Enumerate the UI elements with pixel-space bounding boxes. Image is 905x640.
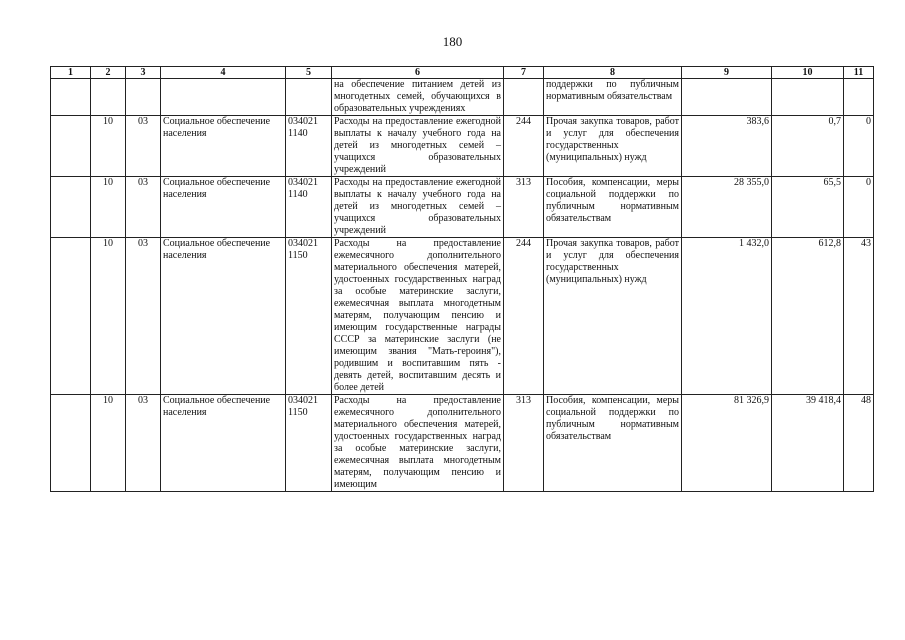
cell-expense-type-name: Пособия, компенсации, меры социальной поддержки по публичным нормативным обязательствам: [544, 395, 682, 492]
cell-index: [51, 395, 91, 492]
cell-expense-description: Расходы на предоставление ежемесячного дополнительного материального обеспечения матерей, удостоенных государственных наград за особые материнские заслуги, ежемесячная выплата многодетным матерям, получающим пенсию и имеющим государственные награды СССР за материнские заслуги (не имеющим звания "Мать-героиня"), родившим и воспитавшим пять - девять детей, воспитавшим десять и более детей: [332, 238, 504, 395]
cell-expense-type-name: поддержки по публичным нормативным обязательствам: [544, 79, 682, 116]
cell-expense-type-code: 313: [504, 395, 544, 492]
header-row: [51, 67, 874, 79]
cell-target-code: 034021 1150: [286, 238, 332, 395]
cell-subsection: 03: [126, 238, 161, 395]
cell-plan-amount: 1 432,0: [682, 238, 772, 395]
cell-section: 10: [91, 116, 126, 177]
cell-section-name: Социальное обеспечение населения: [161, 238, 286, 395]
table-row: [51, 79, 874, 116]
cell-expense-description: Расходы на предоставление ежемесячного дополнительного материального обеспечения матерей, удостоенных государственных наград за особые материнские заслуги, ежемесячная выплата многодетным матерям, получающим пенсию и имеющим: [332, 395, 504, 492]
cell-section: [91, 79, 126, 116]
column-header: 3: [126, 67, 161, 79]
cell-actual-amount: [772, 79, 844, 116]
cell-percent: [844, 79, 874, 116]
cell-expense-description: на обеспечение питанием детей из многодетных семей, обучающихся в образовательных учреждениях: [332, 79, 504, 116]
column-header: 1: [51, 67, 91, 79]
cell-index: [51, 177, 91, 238]
cell-plan-amount: 81 326,9: [682, 395, 772, 492]
column-header: 5: [286, 67, 332, 79]
cell-actual-amount: 612,8: [772, 238, 844, 395]
cell-subsection: 03: [126, 395, 161, 492]
table-row: [51, 116, 874, 177]
cell-percent: 48: [844, 395, 874, 492]
cell-target-code: 034021 1150: [286, 395, 332, 492]
cell-expense-type-code: 244: [504, 116, 544, 177]
cell-subsection: [126, 79, 161, 116]
cell-plan-amount: 383,6: [682, 116, 772, 177]
cell-section: 10: [91, 238, 126, 395]
cell-index: [51, 116, 91, 177]
cell-subsection: 03: [126, 177, 161, 238]
column-header: 10: [772, 67, 844, 79]
cell-expense-type-code: [504, 79, 544, 116]
cell-expense-description: Расходы на предоставление ежегодной выплаты к началу учебного года на детей из многодетных семей – учащихся образовательных учреждений: [332, 116, 504, 177]
column-header: 6: [332, 67, 504, 79]
column-header: 2: [91, 67, 126, 79]
table-row: [51, 395, 874, 492]
cell-expense-type-name: Прочая закупка товаров, работ и услуг для обеспечения государственных (муниципальных) нужд: [544, 238, 682, 395]
cell-expense-type-code: 244: [504, 238, 544, 395]
table-row: [51, 177, 874, 238]
cell-section: 10: [91, 177, 126, 238]
cell-percent: 0: [844, 116, 874, 177]
column-header: 11: [844, 67, 874, 79]
cell-expense-type-code: 313: [504, 177, 544, 238]
cell-expense-description: Расходы на предоставление ежегодной выплаты к началу учебного года на детей из многодетных семей – учащихся образовательных учреждений: [332, 177, 504, 238]
cell-target-code: 034021 1140: [286, 177, 332, 238]
column-header: 8: [544, 67, 682, 79]
budget-table: [50, 66, 874, 492]
column-header: 7: [504, 67, 544, 79]
cell-subsection: 03: [126, 116, 161, 177]
cell-percent: 43: [844, 238, 874, 395]
cell-plan-amount: 28 355,0: [682, 177, 772, 238]
page-number: 180: [442, 34, 463, 49]
cell-actual-amount: 65,5: [772, 177, 844, 238]
cell-target-code: 034021 1140: [286, 116, 332, 177]
cell-index: [51, 79, 91, 116]
cell-section-name: Социальное обеспечение населения: [161, 177, 286, 238]
cell-index: [51, 238, 91, 395]
column-header: 4: [161, 67, 286, 79]
column-header: 9: [682, 67, 772, 79]
cell-actual-amount: 39 418,4: [772, 395, 844, 492]
cell-section-name: Социальное обеспечение населения: [161, 395, 286, 492]
cell-expense-type-name: Пособия, компенсации, меры социальной поддержки по публичным нормативным обязательствам: [544, 177, 682, 238]
cell-section-name: [161, 79, 286, 116]
cell-section-name: Социальное обеспечение населения: [161, 116, 286, 177]
table-row: [51, 238, 874, 395]
cell-section: 10: [91, 395, 126, 492]
cell-percent: 0: [844, 177, 874, 238]
cell-actual-amount: 0,7: [772, 116, 844, 177]
cell-target-code: [286, 79, 332, 116]
cell-expense-type-name: Прочая закупка товаров, работ и услуг для обеспечения государственных (муниципальных) нужд: [544, 116, 682, 177]
cell-plan-amount: [682, 79, 772, 116]
